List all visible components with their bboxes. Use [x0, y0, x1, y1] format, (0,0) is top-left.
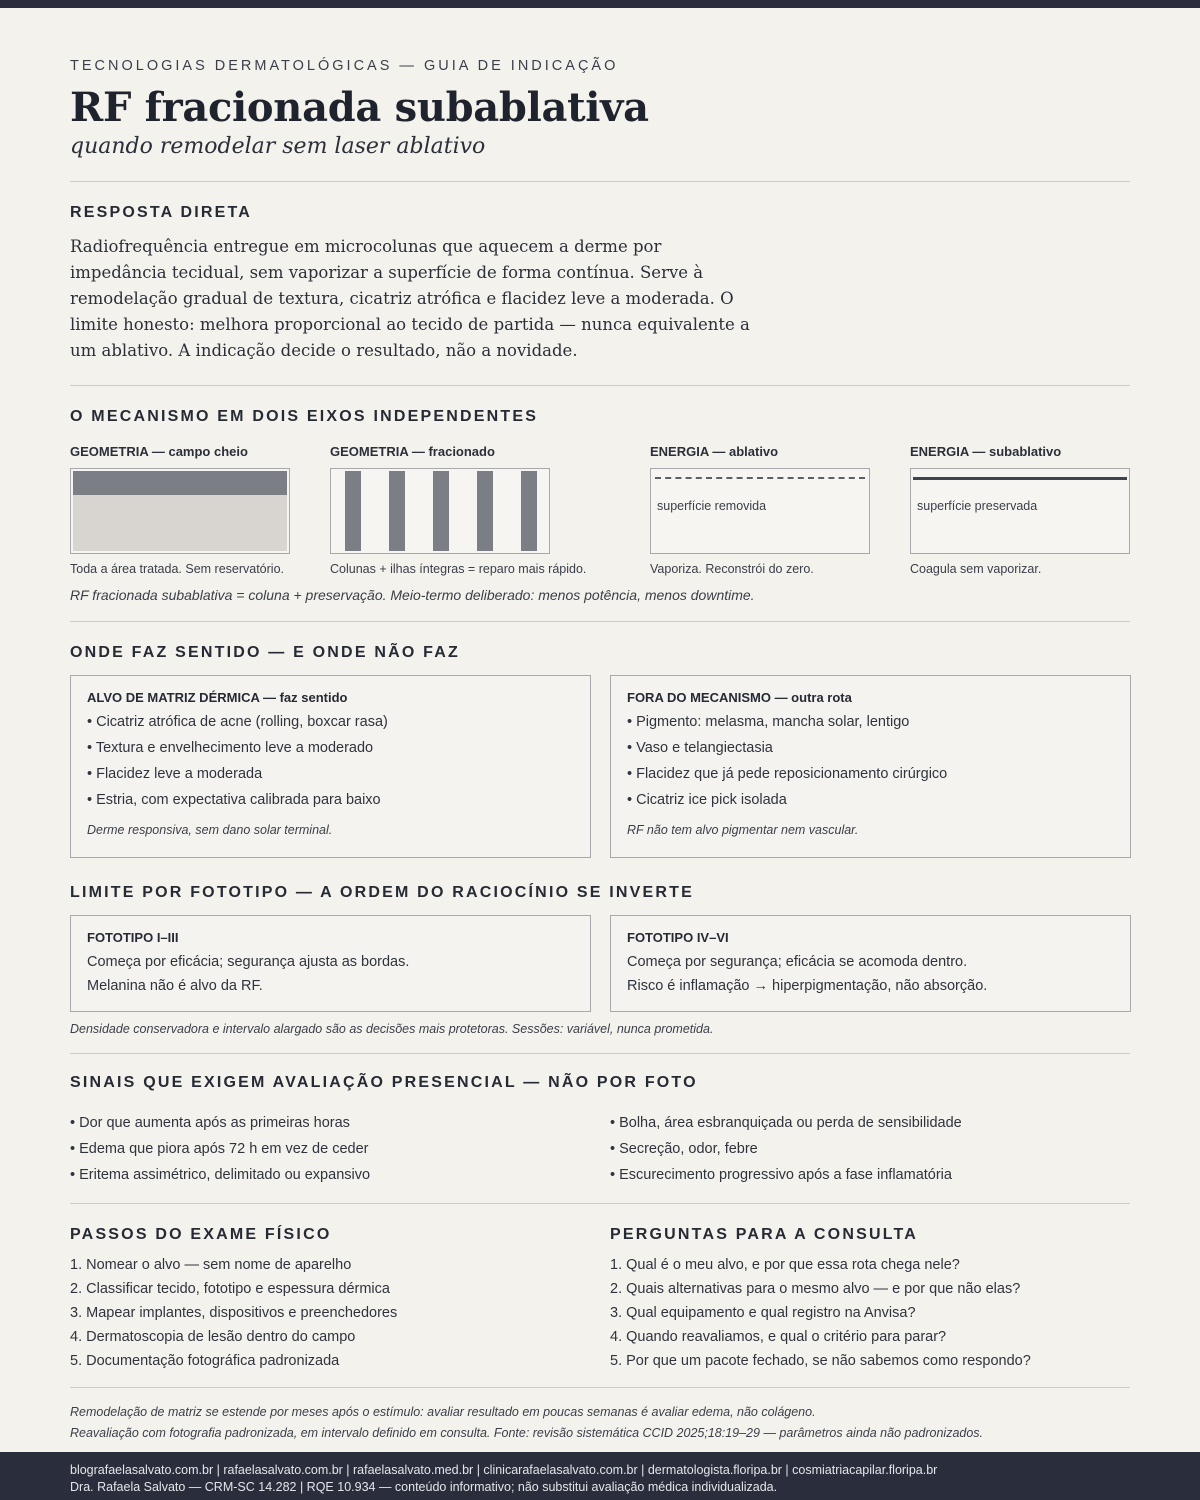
- list-item: • Pigmento: melasma, mancha solar, lentigo: [627, 714, 910, 730]
- mech-caption: Vaporiza. Reconstrói do zero.: [650, 562, 814, 576]
- micro-column: [521, 471, 537, 551]
- mecanismo-note: RF fracionada subablativa = coluna + preservação. Meio-termo deliberado: menos potência, menos downtime.: [70, 587, 755, 603]
- list-item: • Bolha, área esbranquiçada ou perda de sensibilidade: [610, 1115, 962, 1131]
- mech-label: GEOMETRIA — fracionado: [330, 444, 495, 459]
- mech-caption: Coagula sem vaporizar.: [910, 562, 1042, 576]
- list-item: • Textura e envelhecimento leve a moderado: [87, 740, 374, 756]
- list-item: • Estria, com expectativa calibrada para baixo: [87, 792, 381, 808]
- fototipo-note: Densidade conservadora e intervalo alargado são as decisões mais protetoras. Sessões: variável, nunca prometida.: [70, 1022, 714, 1036]
- list-item: 2. Classificar tecido, fototipo e espessura dérmica: [70, 1281, 390, 1297]
- card-fototipo-i-iii: [70, 915, 591, 1012]
- removed-surface-line: [655, 477, 865, 479]
- list-item: • Cicatriz ice pick isolada: [627, 792, 787, 808]
- list-item: • Dor que aumenta após as primeiras horas: [70, 1115, 350, 1131]
- divider: [70, 1203, 1130, 1204]
- list-item: 3. Qual equipamento e qual registro na Anvisa?: [610, 1305, 916, 1321]
- card-note: Derme responsiva, sem dano solar terminal.: [87, 823, 333, 837]
- list-item: 1. Nomear o alvo — sem nome de aparelho: [70, 1257, 352, 1273]
- divider: [70, 1387, 1130, 1388]
- list-item: 1. Qual é o meu alvo, e por que essa rota chega nele?: [610, 1257, 960, 1273]
- mech-panel-campo-cheio: [70, 444, 310, 576]
- list-item: • Secreção, odor, febre: [610, 1141, 758, 1157]
- sinais-list-right: [610, 1114, 962, 1192]
- ablativo-diagram: [650, 468, 870, 554]
- footer-links[interactable]: blografaelasalvato.com.br | rafaelasalvato.com.br | rafaelasalvato.med.br | clinicarafaelasalvato.com.br | dermatologista.floripa.br | cosmiatriacapilar.floripa.br: [70, 1463, 938, 1477]
- card-note: RF não tem alvo pigmentar nem vascular.: [627, 823, 859, 837]
- list-item: • Flacidez que já pede reposicionamento cirúrgico: [627, 766, 948, 782]
- section-heading-onde: ONDE FAZ SENTIDO — E ONDE NÃO FAZ: [70, 644, 460, 661]
- diagram-label: superfície removida: [657, 499, 767, 513]
- exame-list: [70, 1256, 397, 1376]
- mech-label: ENERGIA — subablativo: [910, 444, 1062, 459]
- preserved-surface-line: [913, 477, 1127, 480]
- fracionado-diagram: [330, 468, 550, 554]
- mech-panel-subablativo: [910, 444, 1150, 576]
- mech-label: GEOMETRIA — campo cheio: [70, 444, 248, 459]
- references: [70, 1402, 983, 1444]
- card-fototipo-iv-vi: [610, 915, 1131, 1012]
- divider: [70, 181, 1130, 182]
- card-title: ALVO DE MATRIZ DÉRMICA — faz sentido: [87, 690, 348, 705]
- list-item: 4. Quando reavaliamos, e qual o critério para parar?: [610, 1329, 947, 1345]
- card-line: Melanina não é alvo da RF.: [87, 978, 263, 994]
- list-item: • Vaso e telangiectasia: [627, 740, 773, 756]
- divider: [70, 385, 1130, 386]
- section-heading-resposta: RESPOSTA DIRETA: [70, 204, 253, 221]
- divider: [70, 621, 1130, 622]
- micro-column: [389, 471, 405, 551]
- micro-column: [433, 471, 449, 551]
- divider: [70, 1053, 1130, 1054]
- list-item: • Eritema assimétrico, delimitado ou expansivo: [70, 1167, 371, 1183]
- list-item: • Flacidez leve a moderada: [87, 766, 263, 782]
- card-title: FOTOTIPO IV–VI: [627, 930, 729, 945]
- mech-panel-ablativo: [650, 444, 890, 576]
- card-title: FORA DO MECANISMO — outra rota: [627, 690, 852, 705]
- micro-column: [345, 471, 361, 551]
- section-heading-mecanismo: O MECANISMO EM DOIS EIXOS INDEPENDENTES: [70, 408, 539, 425]
- card-line: Começa por segurança; eficácia se acomoda dentro.: [627, 954, 968, 970]
- diagram-label: superfície preservada: [917, 499, 1038, 513]
- section-heading-fototipo: LIMITE POR FOTOTIPO — A ORDEM DO RACIOCÍNIO SE INVERTE: [70, 884, 695, 901]
- page-subtitle: quando remodelar sem laser ablativo: [70, 134, 486, 159]
- list-item: 4. Dermatoscopia de lesão dentro do campo: [70, 1329, 356, 1345]
- footer: [0, 1452, 1200, 1500]
- resposta-text: Radiofrequência entregue em microcolunas que aquecem a derme por impedância tecidual, sem vaporizar a superfície de forma contínua. Serve à remodelação gradual de textura, cicatriz atrófica e flacidez leve a moderada. O limite honesto: melhora proporcional ao tecido de partida — nunca equivalente a um ablativo. A indicação decide o resultado, não a novidade.: [70, 237, 750, 360]
- eyebrow: TECNOLOGIAS DERMATOLÓGICAS — GUIA DE INDICAÇÃO: [70, 58, 619, 74]
- list-item: 2. Quais alternativas para o mesmo alvo — e por que não elas?: [610, 1281, 1021, 1297]
- sinais-list-left: [70, 1114, 370, 1192]
- micro-column: [477, 471, 493, 551]
- treated-surface: [73, 471, 287, 495]
- card-line: Risco é inflamação → hiperpigmentação, não absorção.: [627, 978, 988, 994]
- list-item: 3. Mapear implantes, dispositivos e preenchedores: [70, 1305, 398, 1321]
- section-heading-exame: PASSOS DO EXAME FÍSICO: [70, 1226, 332, 1243]
- perguntas-list: [610, 1256, 1031, 1376]
- footer-credit: Dra. Rafaela Salvato — CRM-SC 14.282 | RQE 10.934 — conteúdo informativo; não substitui avaliação médica individualizada.: [70, 1480, 778, 1494]
- reference-line: Remodelação de matriz se estende por meses após o estímulo: avaliar resultado em poucas semanas é avaliar edema, não colágeno.: [70, 1405, 816, 1419]
- list-item: • Cicatriz atrófica de acne (rolling, boxcar rasa): [87, 714, 388, 730]
- mech-panel-fracionado: [330, 444, 587, 576]
- list-item: 5. Por que um pacote fechado, se não sabemos como respondo?: [610, 1353, 1031, 1369]
- list-item: 5. Documentação fotográfica padronizada: [70, 1353, 340, 1369]
- top-accent-bar: [0, 0, 1200, 8]
- treated-area: [73, 495, 287, 551]
- subablativo-diagram: [910, 468, 1130, 554]
- reference-line: Reavaliação com fotografia padronizada, em intervalo definido em consulta. Fonte: revisão sistemática CCID 2025;18:19–29 — parâmetros ainda não padronizados.: [70, 1426, 984, 1440]
- card-faz-sentido: [70, 675, 591, 858]
- page-title: RF fracionada subablativa: [70, 84, 649, 131]
- card-title: FOTOTIPO I–III: [87, 930, 179, 945]
- section-heading-sinais: SINAIS QUE EXIGEM AVALIAÇÃO PRESENCIAL — NÃO POR FOTO: [70, 1074, 698, 1091]
- list-item: • Edema que piora após 72 h em vez de ceder: [70, 1141, 369, 1157]
- mech-caption: Toda a área tratada. Sem reservatório.: [70, 562, 285, 576]
- card-line: Começa por eficácia; segurança ajusta as bordas.: [87, 954, 410, 970]
- card-fora-do-mecanismo: [610, 675, 1131, 858]
- section-heading-perguntas: PERGUNTAS PARA A CONSULTA: [610, 1226, 919, 1243]
- campo-cheio-diagram: [70, 468, 290, 554]
- mech-label: ENERGIA — ablativo: [650, 444, 779, 459]
- list-item: • Escurecimento progressivo após a fase inflamatória: [610, 1167, 952, 1183]
- mech-caption: Colunas + ilhas íntegras = reparo mais rápido.: [330, 562, 587, 576]
